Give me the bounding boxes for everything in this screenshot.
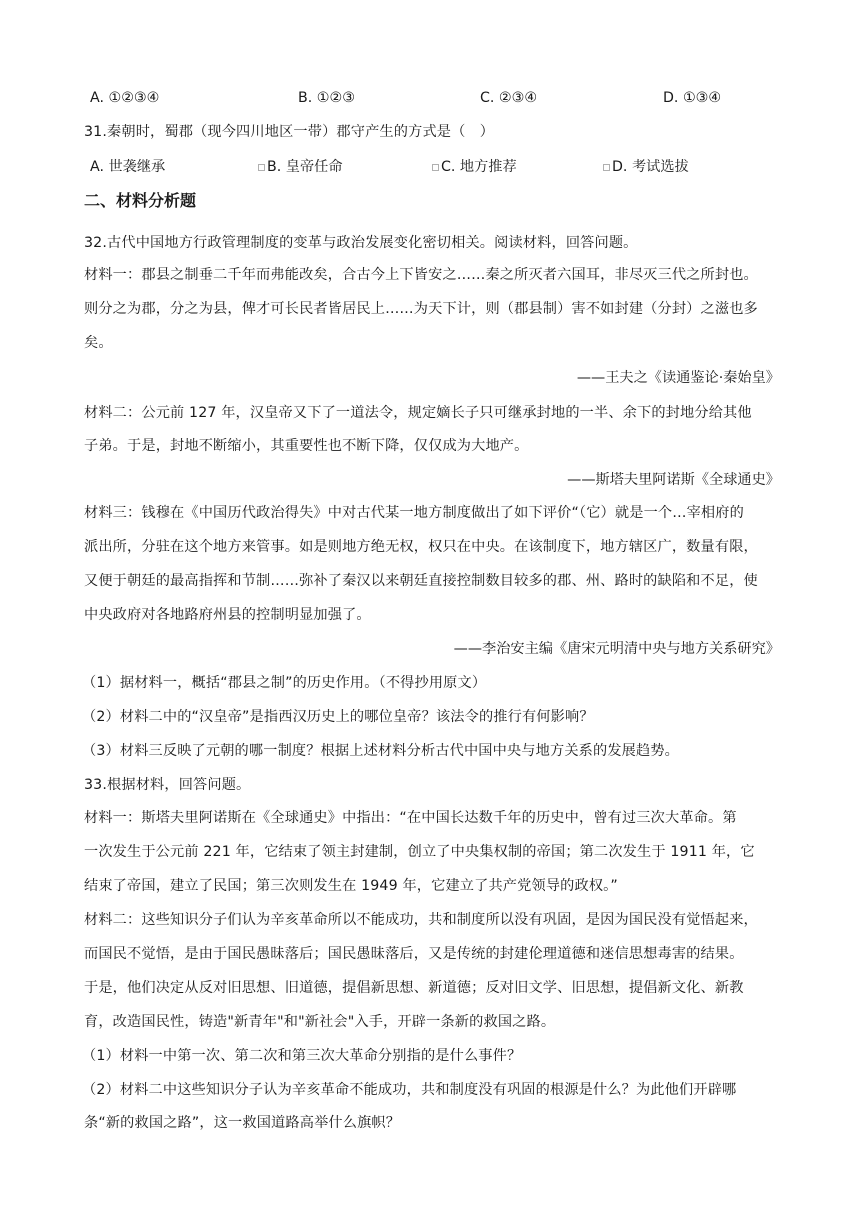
q32-material3-line: 派出所，分驻在这个地方来管事。如是则地方绝无权，权只在中央。在该制度下，地方辖区广，数量有限， bbox=[84, 539, 758, 555]
q32-material3-source: ——李治安主编《唐宋元明清中央与地方关系研究》 bbox=[453, 641, 780, 657]
q32-stem: 32.古代中国地方行政管理制度的变革与政治发展变化密切相关。阅读材料，回答问题。 bbox=[84, 235, 638, 251]
section-title: 二、材料分析题 bbox=[84, 191, 197, 210]
q33-material1-line: 材料一：斯塔夫里阿诺斯在《全球通史》中指出：“在中国长达数千年的历史中，曾有过三次大革命。第 bbox=[84, 810, 737, 826]
q31-option-d: D. 考试选拔 bbox=[603, 157, 689, 177]
q33-material2-line: 育，改造国民性，铸造"新青年"和"新社会"入手，开辟一条新的救国之路。 bbox=[84, 1014, 556, 1030]
q32-material1-source: ——王夫之《读通鉴论·秦始皇》 bbox=[576, 370, 780, 386]
q30-option-b: B. ①②③ bbox=[298, 90, 355, 106]
q33-question-2: （2）材料二中这些知识分子认为辛亥革命不能成功，共和制度没有巩固的根源是什么？为此他们开辟哪 bbox=[82, 1082, 737, 1098]
q32-material1-line: 则分之为郡，分之为县，俾才可长民者皆居民上……为天下计，则（郡县制）害不如封建（分封）之滋也多 bbox=[84, 301, 758, 317]
q33-material1-line: 一次发生于公元前 221 年，它结束了领主封建制，创立了中央集权制的帝国；第二次发生于 1911 年，它 bbox=[84, 844, 755, 860]
q33-material2-line: 材料二：这些知识分子们认为辛亥革命所以不能成功，共和制度所以没有巩固，是因为国民没有觉悟起来， bbox=[84, 912, 758, 928]
option-marker-icon bbox=[603, 164, 610, 171]
q33-stem: 33.根据材料，回答问题。 bbox=[84, 777, 251, 793]
q32-material2-line: 材料二：公元前 127 年，汉皇帝又下了一道法令，规定嫡长子只可继承封地的一半、余下的封地分给其他 bbox=[84, 405, 752, 421]
q32-material3-line: 又便于朝廷的最高指挥和节制……弥补了秦汉以来朝廷直接控制数目较多的郡、州、路时的缺陷和不足，使 bbox=[84, 573, 758, 589]
q30-option-d: D. ①③④ bbox=[663, 90, 722, 106]
q30-option-c: C. ②③④ bbox=[480, 90, 538, 106]
q32-material3-line: 材料三：钱穆在《中国历代政治得失》中对古代某一地方制度做出了如下评价“（它）就是一个…宰相府的 bbox=[84, 505, 744, 521]
q31-option-b: B. 皇帝任命 bbox=[258, 157, 343, 177]
q31-option-a: A. 世袭继承 bbox=[90, 159, 166, 175]
q32-material2-source: ——斯塔夫里阿诺斯《全球通史》 bbox=[567, 472, 780, 488]
q32-question-3: （3）材料三反映了元朝的哪一制度？根据上述材料分析古代中国中央与地方关系的发展趋势。 bbox=[82, 743, 680, 759]
q33-material2-line: 而国民不觉悟，是由于国民愚昧落后；国民愚昧落后，又是传统的封建伦理道德和迷信思想毒害的结果。 bbox=[84, 946, 744, 962]
q31-option-c: C. 地方推荐 bbox=[432, 157, 517, 177]
q32-material2-line: 子弟。于是，封地不断缩小，其重要性也不断下降，仅仅成为大地产。 bbox=[84, 438, 529, 454]
q32-question-1: （1）据材料一，概括“郡县之制”的历史作用。（不得抄用原文） bbox=[82, 675, 487, 691]
q32-material1-line: 材料一：郡县之制垂二千年而弗能改矣，合古今上下皆安之……秦之所灭者六国耳，非尽灭三代之所封也。 bbox=[84, 267, 758, 283]
option-marker-icon bbox=[258, 164, 265, 171]
q31-stem: 31.秦朝时，蜀郡（现今四川地区一带）郡守产生的方式是（ ） bbox=[84, 124, 495, 140]
q32-question-2: （2）材料二中的“汉皇帝”是指西汉历史上的哪位皇帝？该法令的推行有何影响？ bbox=[82, 709, 594, 725]
option-marker-icon bbox=[432, 164, 439, 171]
q33-question-2-cont: 条“新的救国之路”，这一救国道路高举什么旗帜？ bbox=[84, 1115, 401, 1131]
q32-material3-line: 中央政府对各地路府州县的控制明显加强了。 bbox=[84, 607, 371, 623]
q33-question-1: （1）材料一中第一次、第二次和第三次大革命分别指的是什么事件？ bbox=[82, 1048, 522, 1064]
q33-material2-line: 于是，他们决定从反对旧思想、旧道德，提倡新思想、新道德；反对旧文学、旧思想，提倡新文化、新教 bbox=[84, 980, 744, 996]
q32-material1-line: 矣。 bbox=[84, 335, 113, 351]
q33-material1-line: 结束了帝国，建立了民国；第三次则发生在 1949 年，它建立了共产党领导的政权。” bbox=[84, 878, 618, 894]
q30-option-a: A. ①②③④ bbox=[90, 90, 160, 106]
